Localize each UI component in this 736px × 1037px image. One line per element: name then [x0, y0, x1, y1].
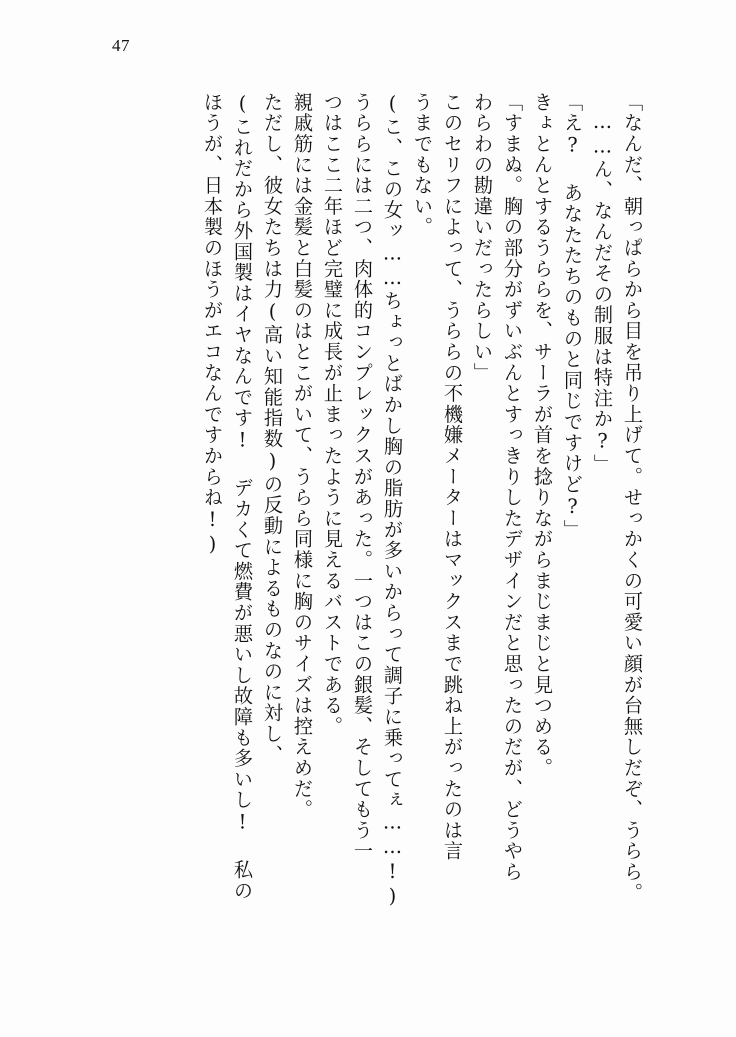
text-column: ……ん、なんだその制服は特注か?」 — [591, 110, 614, 475]
text-column: このセリフによって、うららの不機嫌メーターはマックスまで跳ね上がったのは言 — [441, 92, 464, 862]
text-column: (こ、この女ッ……ちょっとばかし胸の脂肪が多いからって調子に乗ってぇ……!) — [381, 92, 404, 909]
text-column: うまでもない。 — [411, 92, 434, 238]
text-column: きょとんとするうららを、サーラが首を捻りながらまじまじと見つめる。 — [531, 92, 554, 779]
text-column: 「なんだ、朝っぱらから目を吊り上げて。せっかくの可愛い顔が台無しだぞ、うらら。 — [621, 92, 644, 904]
text-column: うららには二つ、肉体的コンプレックスがあった。一つはこの銀髪、そしてもう一 — [351, 92, 374, 862]
text-column: 「え? あなたたちのものと同じですけど?」 — [561, 92, 584, 541]
text-column: 「すまぬ。胸の部分がずいぶんとすっきりしたデザインだと思ったのだが、どうやら — [501, 92, 524, 883]
page-number: 47 — [112, 36, 130, 55]
text-column: つはここ二年ほど完璧に成長が止まったように見えるバストである。 — [321, 92, 344, 737]
text-column: ほうが、日本製のほうがエコなんですからね!) — [201, 92, 224, 558]
vertical-text-body — [90, 92, 642, 972]
text-column: 親戚筋には金髪と白髪のはとこがいて、うらら同様に胸のサイズは控えめだ。 — [291, 92, 314, 820]
text-column: ただし、彼女たちは力(高い知能指数)の反動によるものなのに対し、 — [261, 92, 284, 766]
text-column: わらわの勘違いだったらしい」 — [471, 92, 494, 384]
text-column: (これだから外国製はイヤなんです! デカくて燃費が悪いし故障も多いし! 私の — [231, 92, 254, 902]
